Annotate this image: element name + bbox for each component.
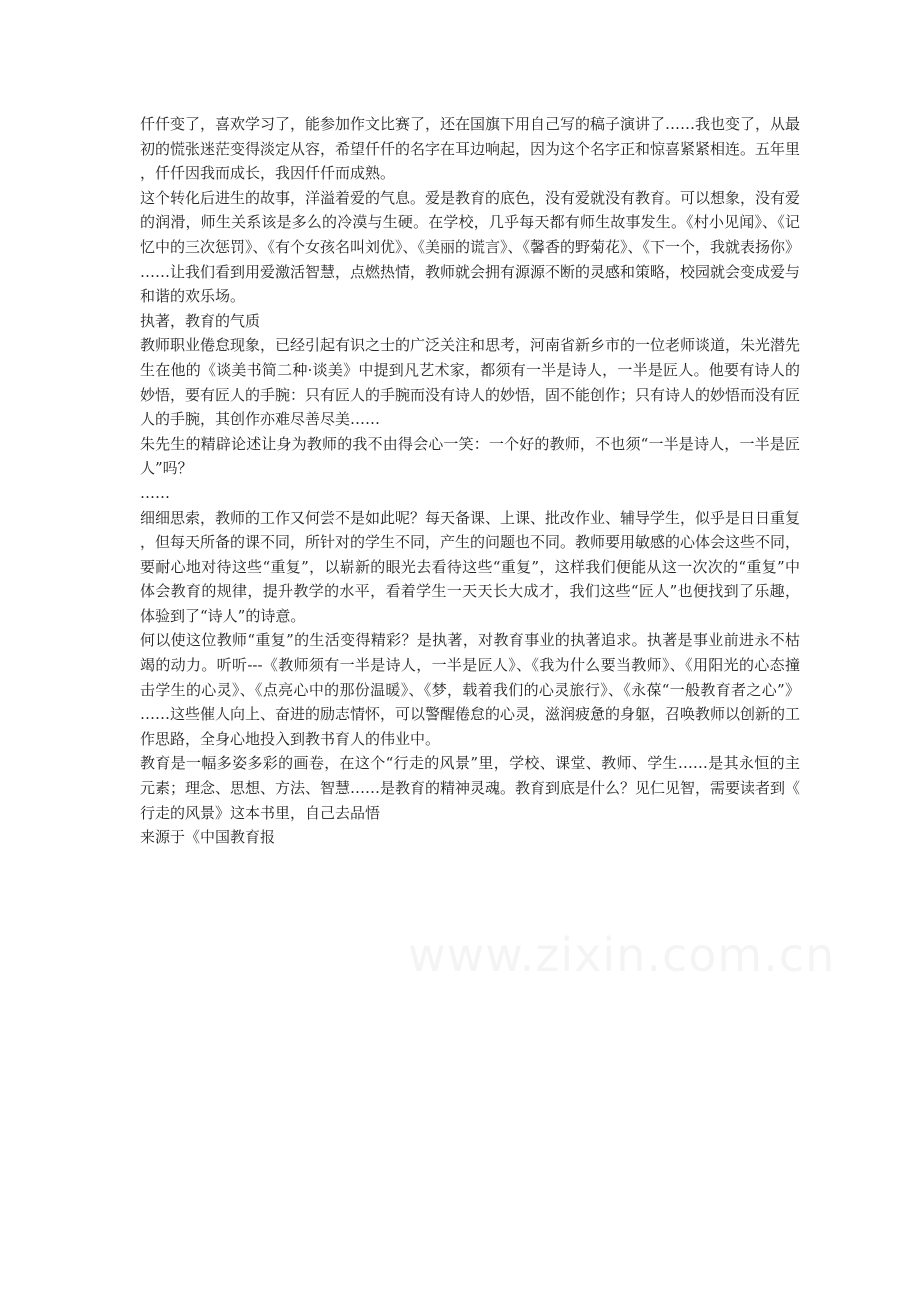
paragraph-6: 何以使这位教师“重复”的生活变得精彩？是执著，对教育事业的执著追求。执著是事业前进永不枯竭的动力。听听---《教师须有一半是诗人，一半是匠人》、《我为什么要当教师》、《用阳光的心态撞击学生的心灵》、《点亮心中的那份温暖》、《梦，载着我们的心灵旅行》、《永葆“一般教育者之心”》……这些催人向上、奋进的励志情怀，可以警醒倦怠的心灵，滋润疲惫的身躯，召唤教师以创新的工作思路，全身心地投入到教书育人的伟业中。: [140, 631, 801, 748]
paragraph-5: 细细思索，教师的工作又何尝不是如此呢？每天备课、上课、批改作业、辅导学生，似乎是日日重复，但每天所备的课不同，所针对的学生不同，产生的问题也不同。教师要用敏感的心体会这些不同，要耐心地对待这些“重复”，以崭新的眼光去看待这些“重复”，这样我们便能从这一次次的“重复”中体会教育的规律，提升教学的水平，看着学生一天天长大成才，我们这些“匠人”也便找到了乐趣，体验到了“诗人”的诗意。: [140, 508, 801, 625]
watermark: [408, 928, 835, 982]
paragraph-2: 这个转化后进生的故事，洋溢着爱的气息。爱是教育的底色，没有爱就没有教育。可以想象，没有爱的润滑，师生关系该是多么的冷漠与生硬。在学校，几乎每天都有师生故事发生。《村小见闻》、《记忆中的三次惩罚》、《有个女孩名叫刘优》、《美丽的谎言》、《馨香的野菊花》、《下一个，我就表扬你》……让我们看到用爱激活智慧，点燃热情，教师就会拥有源源不断的灵感和策略，校园就会变成爱与和谐的欢乐场。: [140, 188, 801, 306]
source-line: 来源于《中国教育报: [140, 828, 276, 847]
paragraph-1: 仟仟变了，喜欢学习了，能参加作文比赛了，还在国旗下用自己写的稿子演讲了……我也变了，从最初的慌张迷茫变得淡定从容，希望仟仟的名字在耳边响起，因为这个名字正和惊喜紧紧相连。五年里，仟仟因我而成长，我因仟仟而成熟。: [140, 115, 801, 183]
paragraph-3: 教师职业倦怠现象，已经引起有识之士的广泛关注和思考，河南省新乡市的一位老师谈道，朱光潜先生在他的《谈美书简二种·谈美》中提到凡艺术家，都须有一半是诗人，一半是匠人。他要有诗人的妙悟，要有匠人的手腕：只有匠人的手腕而没有诗人的妙悟，固不能创作；只有诗人的妙悟而没有匠人的手腕，其创作亦难尽善尽美……: [140, 336, 801, 429]
paragraph-4: 朱先生的精辟论述让身为教师的我不由得会心一笑：一个好的教师，不也须“一半是诗人，一半是匠人”吗？: [140, 434, 800, 478]
paragraph-7: 教育是一幅多姿多彩的画卷，在这个“行走的风景”里，学校、课堂、教师、学生……是其永恒的主元素；理念、思想、方法、智慧……是教育的精神灵魂。教育到底是什么？见仁见智，需要读者到《行走的风景》这本书里，自己去品悟: [140, 754, 801, 822]
section-heading: 执著，教育的气质: [140, 311, 261, 330]
ellipsis-line: ……: [140, 483, 170, 502]
document-body: [140, 112, 800, 850]
